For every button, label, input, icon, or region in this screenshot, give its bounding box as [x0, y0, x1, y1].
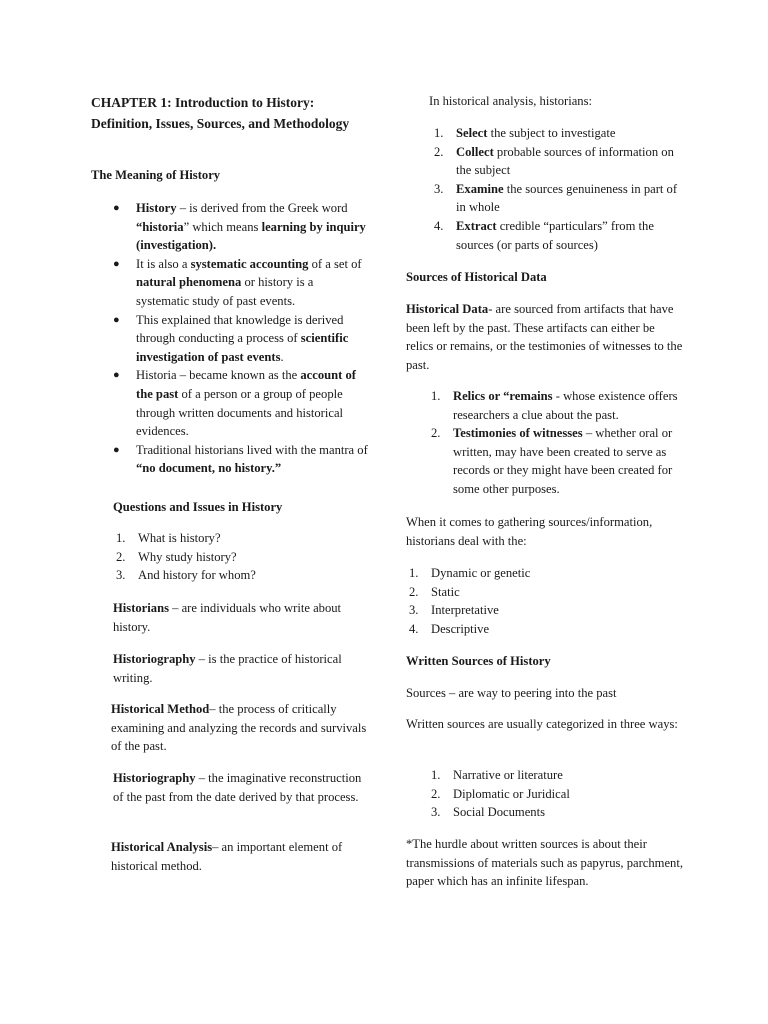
list-item: 1. Relics or “remains - whose existence offers researchers a clue about the past.: [431, 389, 678, 422]
bullet-icon: ●: [113, 369, 120, 382]
chapter-title: CHAPTER 1: Introduction to History: Definition, Issues, Sources, and Methodology: [91, 95, 350, 131]
list-item: 1. Narrative or literature: [431, 768, 563, 782]
list-item: 2. Testimonies of witnesses – whether oral or written, may have been created to serve as records or they might have been created for some other purposes.: [431, 426, 673, 496]
sources-definition: Sources – are way to peering into the past: [406, 686, 617, 700]
written-sources-heading: Written Sources of History: [406, 654, 551, 668]
bullet-icon: ●: [113, 257, 120, 270]
list-item: 3. Examine the sources genuineness in part of in whole: [434, 181, 678, 215]
list-item: 2. Diplomatic or Juridical: [431, 786, 570, 801]
list-item: 1. Dynamic or genetic: [409, 566, 531, 580]
list-item: ● It is also a systematic accounting of a set of natural phenomena or history is a systematic study of past events.: [113, 256, 362, 308]
list-item: 3. And history for whom?: [116, 568, 256, 583]
categories-list: [428, 766, 684, 822]
list-item: ● Historia – became known as the account of the past of a person or a group of people through written documents and historical evidences.: [113, 368, 356, 439]
categorized-intro: Written sources are usually categorized in three ways:: [406, 717, 678, 731]
definition-historical-analysis: Historical Analysis– an important element of historical method.: [111, 840, 343, 873]
bullet-icon: ●: [113, 443, 120, 456]
analysis-intro: In historical analysis, historians:: [429, 94, 592, 108]
gathering-list: [406, 564, 684, 638]
definition-historiography: Historiography – is the practice of historical writing.: [113, 652, 342, 685]
list-item: ● This explained that knowledge is derived through conducting a process of scientific investigation of past events.: [113, 312, 349, 364]
list-item: 4. Extract credible “particulars” from the sources (or parts of sources): [434, 218, 654, 252]
definition-historical-method: Historical Method– the process of critically examining and analyzing the records and survivals of the past.: [111, 702, 367, 754]
sources-heading: Sources of Historical Data: [406, 270, 547, 284]
historical-data-paragraph: Historical Data- are sourced from artifacts that have been left by the past. These artifacts can either be relics or remains, or the testimonies of witnesses to the past.: [406, 302, 683, 372]
list-item: 4. Descriptive: [409, 621, 490, 636]
list-item: 2. Why study history?: [116, 549, 237, 564]
analysis-steps-list: [431, 124, 684, 254]
questions-list: [113, 529, 369, 585]
list-item: 2. Static: [409, 584, 460, 599]
bullet-icon: ●: [113, 313, 120, 326]
questions-heading: Questions and Issues in History: [113, 500, 283, 514]
data-types-list: [428, 387, 684, 499]
hurdle-note: *The hurdle about written sources is about their transmissions of materials such as papyrus, parchment, paper which has an infinite lifespan.: [406, 837, 684, 889]
list-item: ● History – is derived from the Greek word “historia” which means learning by inquiry (investigation).: [113, 201, 366, 253]
list-item: ● Traditional historians lived with the mantra of “no document, no history.”: [113, 442, 368, 476]
list-item: 3. Social Documents: [431, 805, 545, 820]
list-item: 2. Collect probable sources of information on the subject: [434, 144, 674, 178]
list-item: 3. Interpretative: [409, 603, 499, 618]
bullet-icon: ●: [113, 202, 120, 214]
list-item: 1. What is history?: [116, 531, 221, 545]
meaning-heading: The Meaning of History: [91, 168, 221, 182]
list-item: 1. Select the subject to investigate: [434, 126, 616, 140]
gathering-intro: When it comes to gathering sources/information, historians deal with the:: [406, 515, 653, 548]
meaning-bullet-list: [91, 199, 369, 478]
definition-historians: Historians – are individuals who write about history.: [113, 601, 342, 634]
definition-historiography-2: Historiography – the imaginative reconstruction of the past from the date derived by that process.: [113, 771, 362, 804]
